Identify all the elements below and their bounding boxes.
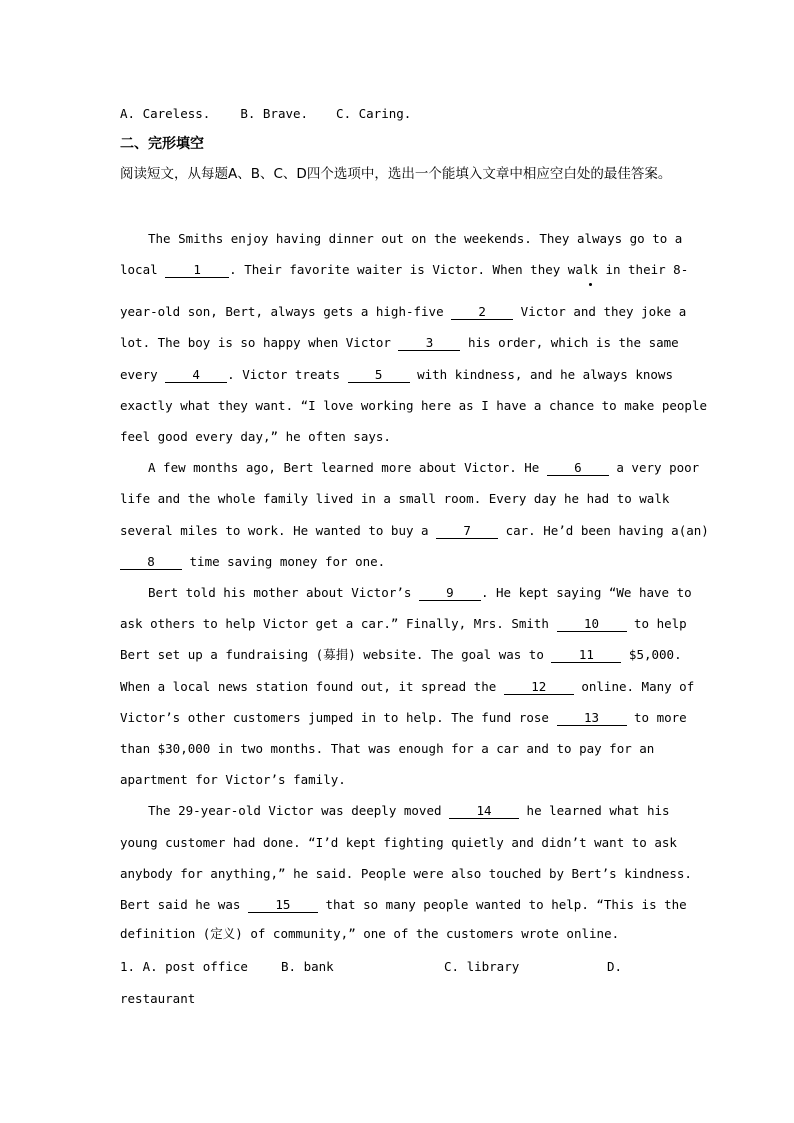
blank-5: 5 <box>348 368 410 383</box>
stray-dot <box>589 283 592 286</box>
blank-7: 7 <box>436 524 498 539</box>
blank-15: 15 <box>248 898 318 913</box>
passage-line-7: feel good every day,” he often says. <box>120 429 391 444</box>
passage-line-22 <box>120 897 687 913</box>
text-segment: Victor and they joke a <box>513 304 687 319</box>
passage-line-18: apartment for Victor’s family. <box>120 772 346 787</box>
text-segment: . Their favorite waiter is Victor. When they walk in their 8- <box>229 262 689 277</box>
passage-line-13 <box>120 616 687 632</box>
passage-line-17: than $30,000 in two months. That was enough for a car and to pay for an <box>120 741 655 756</box>
passage-line-11 <box>120 554 385 570</box>
blank-13: 13 <box>557 711 627 726</box>
q1-option-d-label: D. <box>607 959 623 974</box>
text-segment: . Victor treats <box>227 367 348 382</box>
text-segment: Bert set up a fundraising (募捐) website. The goal was to <box>120 647 552 662</box>
passage-line-5 <box>120 367 673 383</box>
text-segment: Victor’s other customers jumped in to help. The fund rose <box>120 710 557 725</box>
blank-10: 10 <box>557 617 627 632</box>
passage-line-23: definition (定义) of community,” one of the customers wrote online. <box>120 926 620 941</box>
passage-line-4 <box>120 335 679 351</box>
text-segment: with kindness, and he always knows <box>409 367 673 382</box>
section-instruction: 阅读短文，从每题A、B、C、D四个选项中，选出一个能填入文章中相应空白处的最佳答案。 <box>120 166 672 182</box>
text-segment: local <box>120 262 166 277</box>
text-segment: every <box>120 367 166 382</box>
passage-line-2 <box>120 262 688 278</box>
text-segment: that so many people wanted to help. “This is the <box>317 897 687 912</box>
blank-14: 14 <box>449 804 519 819</box>
text-segment: car. He’d been having a(an) <box>498 523 709 538</box>
blank-2: 2 <box>451 305 513 320</box>
text-segment: a very poor <box>608 460 700 475</box>
prev-option-a: A. Careless. <box>120 106 211 121</box>
text-segment: year-old son, Bert, always gets a high-five <box>120 304 452 319</box>
passage-line-6: exactly what they want. “I love working here as I have a chance to make people <box>120 398 707 413</box>
blank-9: 9 <box>419 586 481 601</box>
blank-6: 6 <box>547 461 609 476</box>
text-segment: ask others to help Victor get a car.” Finally, Mrs. Smith <box>120 616 557 631</box>
passage-line-19 <box>148 803 670 819</box>
text-segment: Bert said he was <box>120 897 248 912</box>
text-segment: Bert told his mother about Victor’s <box>148 585 419 600</box>
text-segment: his order, which is the same <box>460 335 679 350</box>
text-segment: online. Many of <box>573 679 695 694</box>
passage-line-16 <box>120 710 687 726</box>
q1-option-b: B. bank <box>281 959 334 974</box>
prev-option-c: C. Caring. <box>336 106 412 121</box>
text-segment: he learned what his <box>519 803 670 818</box>
blank-4: 4 <box>165 368 227 383</box>
text-segment: When a local news station found out, it spread the <box>120 679 504 694</box>
passage-line-9: life and the whole family lived in a small room. Every day he had to walk <box>120 491 670 506</box>
blank-8: 8 <box>120 555 182 570</box>
text-segment: A few months ago, Bert learned more about Victor. He <box>148 460 547 475</box>
passage-line-14 <box>120 647 682 663</box>
q1-option-d-text: restaurant <box>120 991 196 1006</box>
section-title: 二、完形填空 <box>120 136 204 152</box>
passage-line-12 <box>148 585 692 601</box>
passage-line-3 <box>120 304 686 320</box>
text-segment: to more <box>626 710 687 725</box>
text-segment: . He kept saying “We have to <box>480 585 692 600</box>
blank-3: 3 <box>398 336 460 351</box>
passage-line-8 <box>148 460 699 476</box>
text-segment: lot. The boy is so happy when Victor <box>120 335 399 350</box>
passage-line-21: anybody for anything,” he said. People were also touched by Bert’s kindness. <box>120 866 692 881</box>
passage-line-15 <box>120 679 694 695</box>
prev-question-options <box>120 106 411 122</box>
text-segment: time saving money for one. <box>182 554 386 569</box>
text-segment: several miles to work. He wanted to buy a <box>120 523 437 538</box>
passage-line-20: young customer had done. “I’d kept fighting quietly and didn’t want to ask <box>120 835 677 850</box>
blank-12: 12 <box>504 680 574 695</box>
passage-line-10 <box>120 523 709 539</box>
q1-option-a: 1. A. post office <box>120 959 248 974</box>
prev-option-b: B. Brave. <box>240 106 309 121</box>
blank-1: 1 <box>165 263 229 278</box>
text-segment: to help <box>626 616 687 631</box>
passage-line-1: The Smiths enjoy having dinner out on the weekends. They always go to a <box>148 231 683 246</box>
blank-11: 11 <box>551 648 621 663</box>
text-segment: The 29-year-old Victor was deeply moved <box>148 803 450 818</box>
q1-option-c: C. library <box>444 959 520 974</box>
text-segment: $5,000. <box>621 647 682 662</box>
